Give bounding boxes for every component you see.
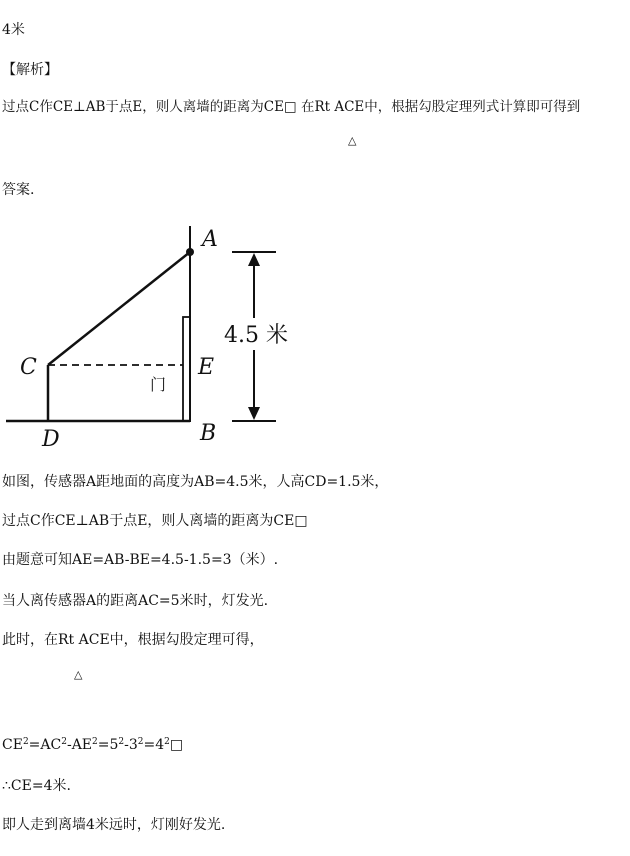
label-d: D [42,427,60,450]
solution-line-4: 当人离传感器A的距离AC=5米时，灯发光. [2,593,269,609]
eq-exp-2: 2 [61,737,67,747]
eq-ce: CE [2,737,23,753]
eq-five: =5 [97,737,119,753]
eq-exp-3: 2 [92,737,98,747]
line-ac [48,252,190,365]
triangle-symbol-2: △ [74,668,83,681]
eq-exp-4: 2 [118,737,125,747]
label-e: E [198,355,215,380]
measure-arrow-down [248,407,260,420]
eq-ac: =AC [28,737,62,753]
label-c: C [20,355,37,380]
eq-exp-1: 2 [22,737,29,747]
door-rect [183,317,190,421]
intro-line-2: 答案. [2,182,35,198]
solution-line-2: 过点C作CE⊥AB于点E，则人离墙的距离为CE□ [2,513,308,529]
measure-label: 4.5 米 [224,323,288,348]
eq-three: -3 [124,737,138,753]
label-b: B [200,421,217,446]
measure-arrow-up [248,253,260,266]
solution-line-8: 即人走到离墙4米远时，灯刚好发光. [2,817,226,833]
eq-ae: -AE [66,737,93,753]
triangle-symbol: △ [348,134,357,147]
solution-line-3: 由题意可知AE=AB-BE=4.5-1.5=3（米）. [2,552,279,568]
equation-line [2,736,183,754]
point-a [186,248,194,256]
geometry-figure [0,212,310,450]
door-label: 门 [150,375,167,394]
solution-line-1: 如图，传感器A距地面的高度为AB=4.5米，人高CD=1.5米， [2,474,389,490]
solution-line-7: ∴CE=4米. [2,778,71,794]
eq-four: =4 [143,737,165,753]
label-a: A [202,227,218,252]
eq-end: □ [169,737,184,753]
intro-line-1: 过点C作CE⊥AB于点E，则人离墙的距离为CE□ 在Rt ACE中，根据勾股定理列式计算即可得到 [2,99,581,115]
eq-exp-5: 2 [137,737,144,747]
answer-line: 4米 [2,22,25,38]
section-heading: 【解析】 [2,62,58,78]
solution-line-5: 此时，在Rt ACE中，根据勾股定理可得， [2,632,264,648]
eq-exp-6: 2 [164,737,170,747]
